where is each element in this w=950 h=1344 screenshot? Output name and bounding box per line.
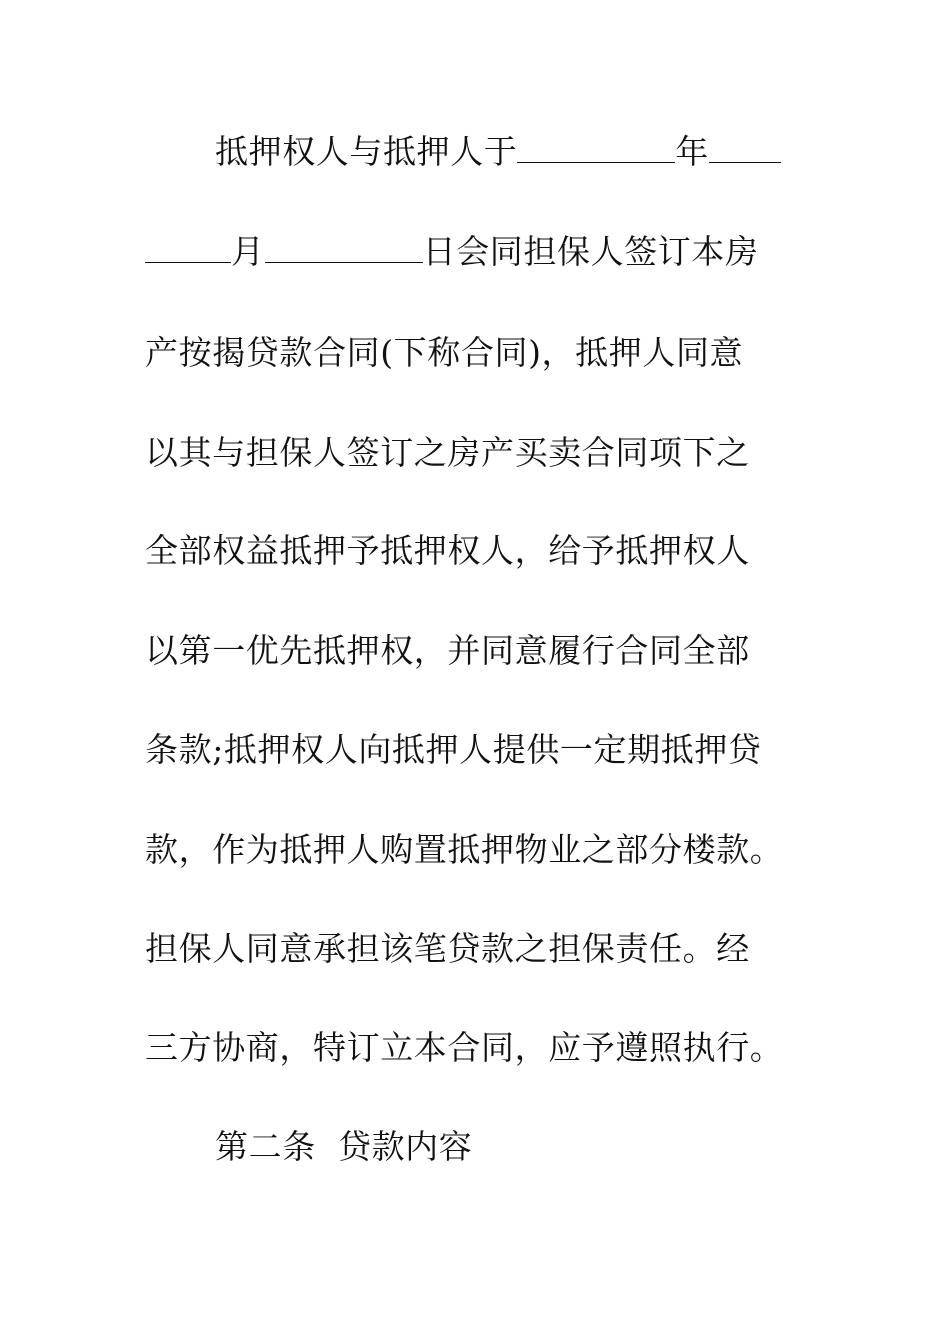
month-blank-start: [709, 133, 781, 163]
paragraph-line-6: 以第一优先抵押权，并同意履行合同全部: [145, 631, 750, 670]
paragraph-line-4: 以其与担保人签订之房产买卖合同项下之: [145, 433, 750, 472]
section-heading: 第二条 贷款内容: [215, 1127, 473, 1166]
line-text: 年: [675, 132, 710, 171]
line-text: 日会同担保人签订本房: [422, 232, 759, 271]
year-blank: [517, 133, 675, 163]
paragraph-line-3: 产按揭贷款合同(下称合同)，抵押人同意: [145, 333, 744, 372]
paragraph-line-8: 款，作为抵押人购置抵押物业之部分楼款。: [145, 830, 784, 869]
line-text: 月: [231, 232, 265, 271]
paragraph-line-10: 三方协商，特订立本合同，应予遵照执行。: [145, 1028, 784, 1067]
paragraph-line-9: 担保人同意承担该笔贷款之担保责任。经: [145, 929, 750, 968]
paragraph-line-2: [145, 232, 759, 272]
line-text: 抵押权人与抵押人于: [215, 132, 518, 171]
day-blank: [265, 233, 423, 263]
paragraph-line-7: 条款;抵押权人向抵押人提供一定期抵押贷: [145, 730, 762, 769]
month-blank-end: [145, 233, 231, 263]
paragraph-line-1: [215, 132, 781, 172]
paragraph-line-5: 全部权益抵押予抵押权人，给予抵押权人: [145, 531, 750, 570]
